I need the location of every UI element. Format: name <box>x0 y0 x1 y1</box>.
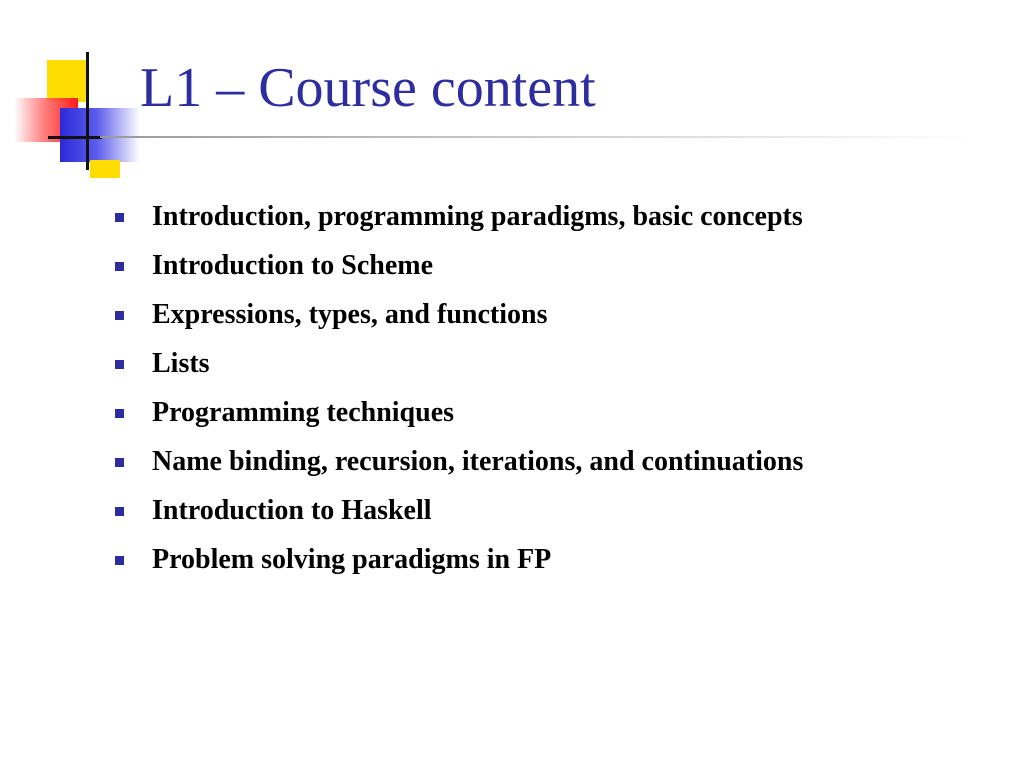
slide-title: L1 – Course content <box>140 57 596 119</box>
title-underline <box>100 136 980 138</box>
square-bullet-icon <box>115 360 124 369</box>
logo-horizontal-line <box>48 136 102 139</box>
bullet-text: Programming techniques <box>152 397 455 428</box>
bullet-text: Lists <box>152 348 210 379</box>
bullet-text: Introduction to Haskell <box>152 495 432 526</box>
square-bullet-icon <box>115 311 124 320</box>
bullet-item <box>112 245 852 286</box>
logo-yellow-small-square <box>90 160 120 178</box>
square-bullet-icon <box>115 213 124 222</box>
bullet-item <box>112 196 852 237</box>
bullet-text: Introduction, programming paradigms, basic concepts <box>152 201 803 232</box>
square-bullet-icon <box>115 262 124 271</box>
square-bullet-icon <box>115 409 124 418</box>
bullet-text: Name binding, recursion, iterations, and continuations <box>152 446 804 477</box>
bullet-item <box>112 539 852 580</box>
colored-squares-logo-icon <box>0 0 150 190</box>
bullet-text: Problem solving paradigms in FP <box>152 544 552 575</box>
bullet-item <box>112 490 852 531</box>
logo-blue-square <box>60 108 140 162</box>
bullet-item <box>112 441 852 482</box>
square-bullet-icon <box>115 507 124 516</box>
bullet-text: Introduction to Scheme <box>152 250 434 281</box>
bullet-item <box>112 343 852 384</box>
bullet-item <box>112 294 852 335</box>
bullet-item <box>112 392 852 433</box>
square-bullet-icon <box>115 556 124 565</box>
logo-yellow-square <box>47 60 89 102</box>
square-bullet-icon <box>115 458 124 467</box>
bullet-text: Expressions, types, and functions <box>152 299 548 330</box>
logo-vertical-line <box>86 52 89 170</box>
bullet-list <box>112 196 852 588</box>
